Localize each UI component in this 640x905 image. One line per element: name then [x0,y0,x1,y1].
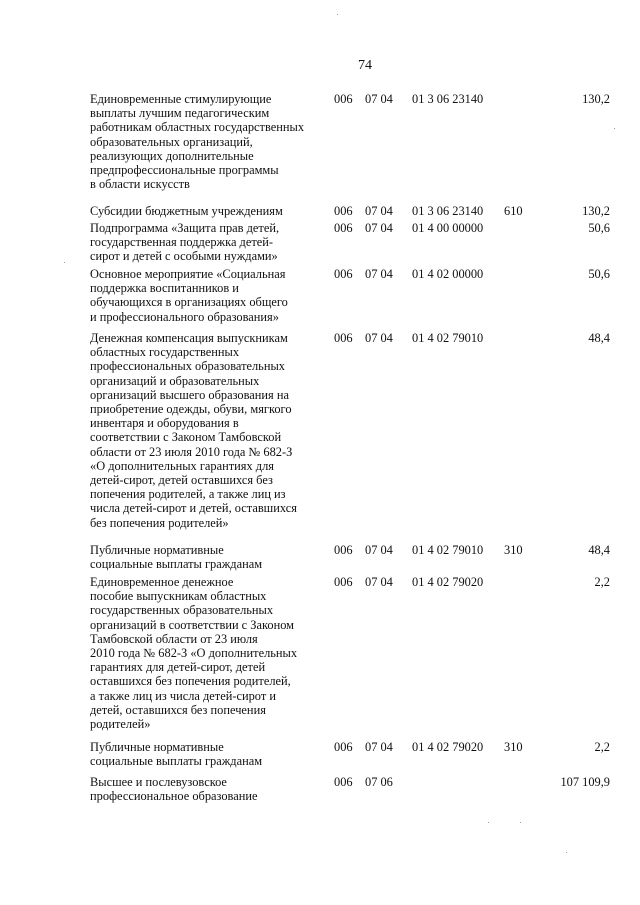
budget-table [90,92,610,807]
expense-type-code: 310 [504,740,523,754]
table-row [90,267,610,331]
section-code: 07 06 [365,775,393,789]
section-code: 07 04 [365,204,393,218]
row-description: Публичные нормативные социальные выплаты гражданам [90,543,263,572]
section-code: 07 04 [365,331,393,345]
amount: 50,6 [588,267,610,281]
table-row [90,740,610,775]
row-description: Единовременное денежное пособие выпускникам областных государственных образовательных организаций в соответствии с Законом Тамбовской области от 23 июля 2010 года № 682-З «О дополнительных гарантиях для детей-сирот, детей оставшихся без попечения родителей, а также лиц из числа детей-сирот и детей, оставшихся без попечения родителей» [90,575,298,732]
target-code: 01 4 00 00000 [412,221,484,235]
amount: 107 109,9 [560,775,610,789]
target-code: 01 4 02 79020 [412,575,484,589]
target-code: 01 3 06 23140 [412,204,484,218]
row-description: Публичные нормативные социальные выплаты гражданам [90,740,263,769]
scan-speck [488,822,489,823]
scan-speck [64,262,65,263]
amount: 2,2 [594,575,610,589]
scan-speck [566,852,567,853]
target-code: 01 4 02 00000 [412,267,484,281]
amount: 50,6 [588,221,610,235]
amount: 130,2 [582,92,610,106]
target-code: 01 4 02 79010 [412,331,484,345]
ministry-code: 006 [334,267,353,281]
scan-speck [520,822,521,823]
amount: 48,4 [588,331,610,345]
amount: 48,4 [588,543,610,557]
row-description: Подпрограмма «Защита прав детей, государственная поддержка детей- сирот и детей с особыми нуждами» [90,221,280,264]
table-row [90,575,610,740]
section-code: 07 04 [365,543,393,557]
page-number: 74 [358,58,372,73]
ministry-code: 006 [334,204,353,218]
section-code: 07 04 [365,221,393,235]
table-row [90,92,610,204]
table-row [90,331,610,543]
row-description: Субсидии бюджетным учреждениям [90,204,283,218]
table-row [90,543,610,575]
scan-speck [614,128,615,129]
expense-type-code: 310 [504,543,523,557]
target-code: 01 4 02 79020 [412,740,484,754]
expense-type-code: 610 [504,204,523,218]
table-row [90,204,610,221]
row-description: Высшее и послевузовское профессиональное образование [90,775,258,804]
table-row [90,221,610,267]
section-code: 07 04 [365,740,393,754]
section-code: 07 04 [365,575,393,589]
ministry-code: 006 [334,543,353,557]
row-description: Основное мероприятие «Социальная поддержка воспитанников и обучающихся в организациях общего и профессионального образования» [90,267,288,324]
ministry-code: 006 [334,775,353,789]
target-code: 01 3 06 23140 [412,92,484,106]
row-description: Единовременные стимулирующие выплаты лучшим педагогическим работникам областных государственных образовательных организаций, реализующих дополнительные предпрофессиональные программы в области искусств [90,92,305,192]
amount: 2,2 [594,740,610,754]
ministry-code: 006 [334,221,353,235]
scan-speck [337,14,338,15]
target-code: 01 4 02 79010 [412,543,484,557]
amount: 130,2 [582,204,610,218]
ministry-code: 006 [334,92,353,106]
section-code: 07 04 [365,92,393,106]
section-code: 07 04 [365,267,393,281]
ministry-code: 006 [334,331,353,345]
row-description: Денежная компенсация выпускникам областных государственных профессиональных образовательных организаций и образовательных организаций высшего образования на приобретение одежды, обуви, мягкого инвентаря и оборудования в соответствии с Законом Тамбовской области от 23 июля 2010 года № 682-З «О дополнительных гарантиях для детей-сирот, детей оставшихся без попечения родителей, а также лиц из числа детей-сирот и детей, оставшихся без попечения родителей» [90,331,297,530]
ministry-code: 006 [334,740,353,754]
table-row [90,775,610,807]
ministry-code: 006 [334,575,353,589]
